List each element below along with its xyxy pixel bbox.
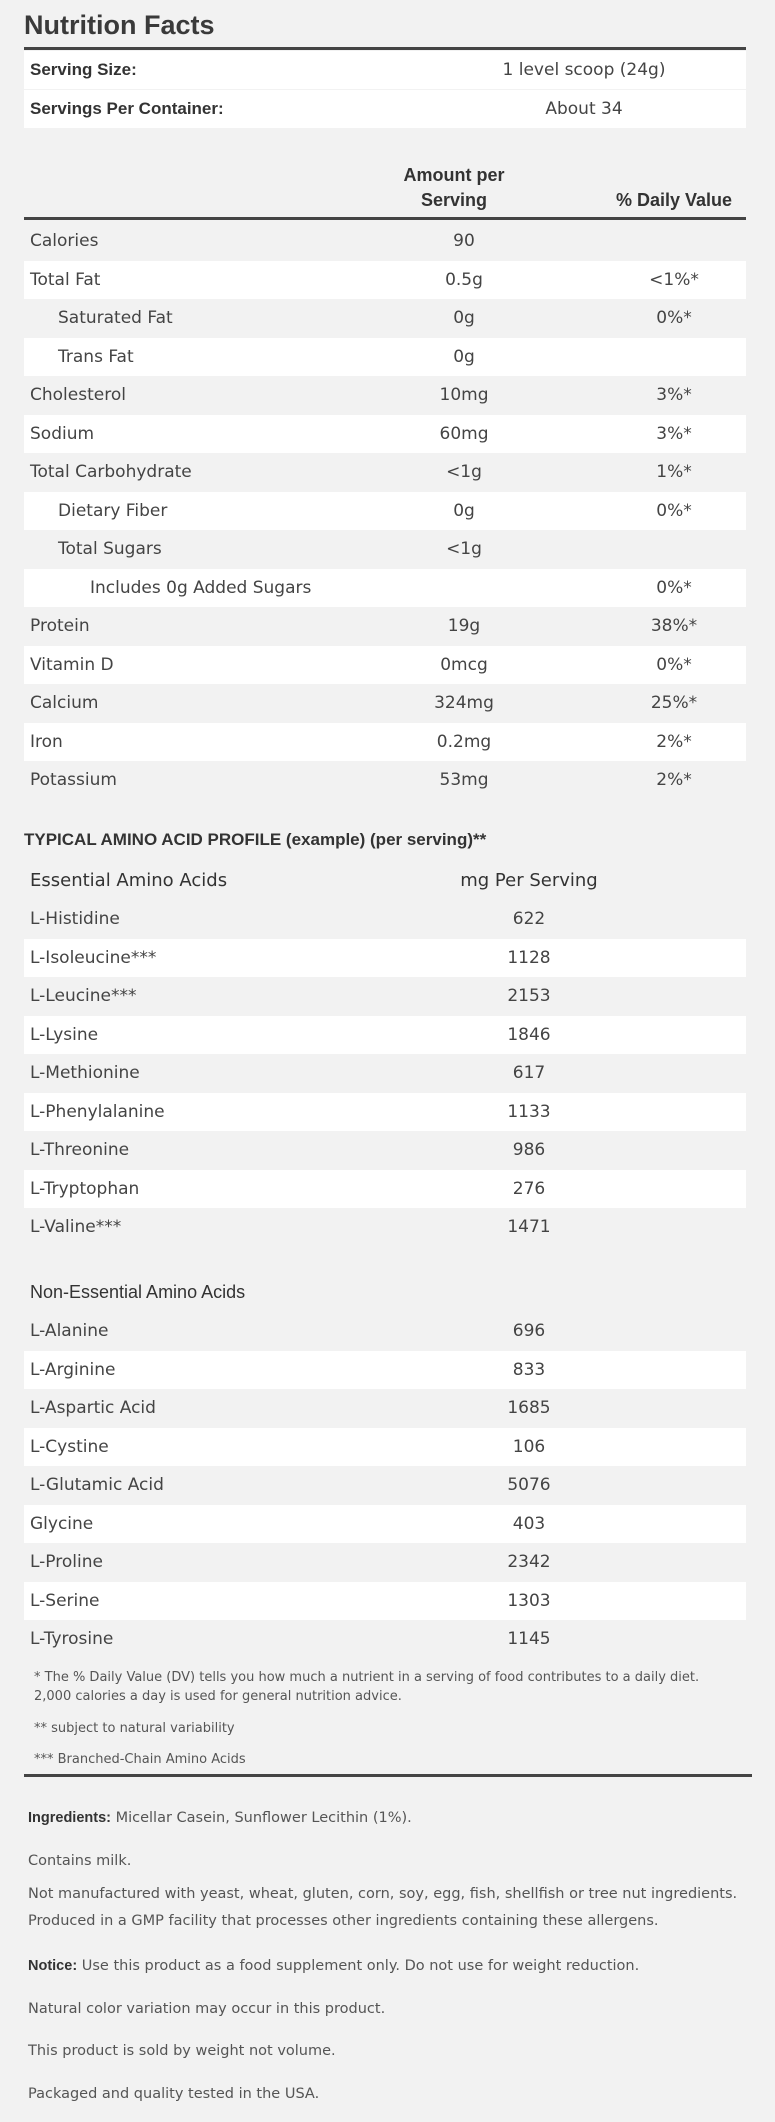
notice-line (28, 1953, 748, 1980)
essential-header-row (24, 862, 746, 900)
nutrition-row (24, 453, 746, 491)
nutrient-amount (374, 569, 554, 607)
nutrition-row (24, 761, 746, 799)
nutrition-row (24, 299, 746, 337)
packaged-note: Packaged and quality tested in the USA. (28, 2086, 320, 2102)
nutrient-amount: <1g (446, 539, 482, 559)
nutrition-row (24, 684, 746, 722)
nutrition-row (24, 646, 746, 684)
nutrient-amount: 324mg (434, 693, 494, 713)
amino-row (24, 1620, 746, 1658)
nutrient-label: Sodium (30, 423, 95, 444)
nutrient-daily-value: 0%* (656, 500, 692, 521)
nutrient-daily-value: 3%* (656, 423, 692, 444)
nutrition-row (24, 261, 746, 299)
nutrient-amount: 0.2mg (436, 731, 492, 752)
amino-acid-mg: 5076 (507, 1475, 551, 1495)
nutrient-daily-value: 0%* (656, 577, 692, 598)
amino-row (24, 1505, 746, 1543)
amount-header-line2: Serving (420, 190, 488, 210)
title-divider (24, 47, 746, 50)
nutrient-label: Total Sugars (58, 539, 162, 559)
nutrient-label: Potassium (30, 770, 117, 790)
amino-row (24, 1351, 746, 1389)
sold-by-weight-note: This product is sold by weight not volume. (28, 2043, 336, 2059)
nutrient-daily-value (599, 530, 749, 568)
nutrient-daily-value: 0%* (656, 308, 692, 328)
mg-per-serving-header: mg Per Serving (460, 870, 598, 891)
footnote-bcaa: *** Branched-Chain Amino Acids (34, 1752, 246, 1767)
amino-acid-label: L-Leucine*** (30, 986, 137, 1006)
nutrient-label: Dietary Fiber (58, 500, 168, 521)
footnote-variability: ** subject to natural variability (34, 1721, 235, 1736)
nutrient-label: Includes 0g Added Sugars (90, 577, 312, 598)
servings-per-container-value: About 34 (545, 99, 623, 119)
nutrient-amount: 0g (453, 308, 475, 328)
nutrient-amount: 10mg (439, 385, 489, 405)
nutrient-amount: 90 (453, 231, 475, 251)
amino-acid-mg: 1145 (507, 1629, 551, 1649)
amino-acid-mg: 1128 (507, 947, 551, 968)
nutrient-label: Cholesterol (30, 385, 126, 405)
amino-acid-mg: 2342 (507, 1552, 551, 1572)
amino-acid-label: L-Threonine (30, 1140, 130, 1160)
amino-row (24, 1208, 746, 1246)
ingredients-line (28, 1805, 748, 1832)
amino-row (24, 939, 746, 977)
amino-acid-mg: 276 (512, 1178, 546, 1199)
footnote-daily-value: * The % Daily Value (DV) tells you how much a nutrient in a serving of food contributes to a daily diet. 2,000 calories a day is used for general nutrition advice. (34, 1670, 700, 1704)
amino-row (24, 1543, 746, 1581)
nutrient-amount: 53mg (439, 770, 489, 790)
amino-row (24, 900, 746, 938)
amino-row (24, 1131, 746, 1169)
amino-acid-mg: 106 (512, 1436, 546, 1457)
amino-acid-mg: 617 (512, 1063, 546, 1083)
nutrient-daily-value: 0%* (656, 654, 692, 675)
nutrient-daily-value: 38%* (650, 616, 698, 636)
nutrition-row (24, 530, 746, 568)
amino-row (24, 1428, 746, 1466)
amino-acid-label: L-Cystine (30, 1436, 109, 1457)
nutrient-daily-value: <1%* (649, 269, 699, 290)
contains-milk-note: Contains milk. (28, 1853, 132, 1869)
amino-acid-label: L-Tryptophan (30, 1178, 140, 1199)
amino-row (24, 1054, 746, 1092)
amino-acid-label: L-Serine (30, 1590, 100, 1611)
amino-acid-mg: 1303 (507, 1590, 551, 1611)
serving-size-row (24, 51, 746, 89)
notice-label: Notice: (28, 1958, 78, 1974)
nutrient-daily-value: 2%* (656, 731, 692, 752)
nutrient-label: Total Fat (30, 269, 101, 290)
nutrient-label: Iron (30, 731, 63, 752)
servings-per-container-row (24, 90, 746, 128)
amino-acid-mg: 1471 (507, 1217, 551, 1237)
allergen-note: Not manufactured with yeast, wheat, gluten, corn, soy, egg, fish, shellfish or tree nut ingredients. Produced in a GMP facility that processes other ingredients containing these allergens. (28, 1886, 738, 1929)
nutrient-label: Calcium (30, 693, 99, 713)
nutrient-label: Saturated Fat (58, 308, 173, 328)
nutrition-row (24, 607, 746, 645)
notice-text: Use this product as a food supplement only. Do not use for weight reduction. (77, 1958, 640, 1974)
amino-acid-mg: 1133 (507, 1101, 551, 1122)
nutrition-row (24, 723, 746, 761)
nutrition-row (24, 338, 746, 376)
nutrient-amount: <1g (446, 462, 482, 482)
amino-acid-mg: 622 (512, 909, 546, 929)
amino-row (24, 1170, 746, 1208)
amino-row (24, 1312, 746, 1350)
amino-acid-label: L-Histidine (30, 909, 120, 929)
amino-row (24, 977, 746, 1015)
nutrient-amount: 19g (447, 616, 481, 636)
nutrient-daily-value: 3%* (656, 385, 692, 405)
nutrient-daily-value: 25%* (650, 693, 698, 713)
amino-acid-label: L-Arginine (30, 1359, 116, 1380)
nutrient-daily-value: 2%* (656, 770, 692, 790)
serving-size-label: Serving Size: (30, 60, 137, 79)
page-title: Nutrition Facts (24, 10, 215, 40)
amino-acid-label: L-Methionine (30, 1063, 140, 1083)
nutrient-label: Protein (30, 616, 90, 636)
amino-row (24, 1582, 746, 1620)
nutrient-daily-value (599, 222, 749, 260)
amino-acid-mg: 1685 (507, 1398, 551, 1418)
amino-acid-label: Glycine (30, 1513, 94, 1534)
amino-acid-label: L-Isoleucine*** (30, 947, 157, 968)
amino-acid-mg: 1846 (507, 1024, 551, 1045)
amino-acid-label: L-Proline (30, 1552, 103, 1572)
amino-acid-mg: 986 (512, 1140, 546, 1160)
essential-amino-acids-header: Essential Amino Acids (30, 870, 228, 891)
ingredients-text: Micellar Casein, Sunflower Lecithin (1%). (110, 1810, 412, 1826)
nutrient-daily-value (599, 338, 749, 376)
nutrient-label: Trans Fat (58, 346, 134, 367)
nutrition-header-divider (24, 217, 746, 220)
nutrition-row (24, 492, 746, 530)
amino-acid-label: L-Aspartic Acid (30, 1398, 156, 1418)
ingredients-label: Ingredients: (28, 1810, 111, 1826)
amino-acid-label: L-Tyrosine (30, 1629, 114, 1649)
amino-acid-mg: 696 (512, 1321, 546, 1341)
nutrient-amount: 60mg (439, 423, 489, 444)
nutrient-amount: 0g (453, 346, 475, 367)
nutrition-row (24, 415, 746, 453)
amino-row (24, 1466, 746, 1504)
nutrition-row (24, 569, 746, 607)
non-essential-amino-acids-header: Non-Essential Amino Acids (30, 1282, 246, 1302)
footnotes-divider (24, 1774, 752, 1777)
serving-size-value: 1 level scoop (24g) (502, 60, 666, 80)
nutrient-amount: 0g (453, 500, 475, 521)
amino-acid-label: L-Valine*** (30, 1217, 122, 1237)
nutrient-amount: 0mcg (440, 654, 488, 675)
amino-acid-label: L-Glutamic Acid (30, 1475, 164, 1495)
amino-acid-label: L-Lysine (30, 1024, 99, 1045)
amino-row (24, 1093, 746, 1131)
nutrient-amount: 0.5g (445, 269, 483, 290)
amount-header-line1: Amount per (403, 165, 505, 185)
amino-acid-label: L-Alanine (30, 1321, 109, 1341)
nutrient-label: Calories (30, 231, 99, 251)
nutrition-row (24, 222, 746, 260)
amino-row (24, 1389, 746, 1427)
nutrition-row (24, 376, 746, 414)
color-variation-note: Natural color variation may occur in this product. (28, 2001, 386, 2017)
servings-per-container-label: Servings Per Container: (30, 99, 224, 118)
amino-acid-mg: 2153 (507, 986, 551, 1006)
nutrient-label: Total Carbohydrate (30, 462, 192, 482)
nutrient-daily-value: 1%* (656, 462, 692, 482)
amino-row (24, 1016, 746, 1054)
amount-per-serving-header (354, 163, 554, 213)
amino-acid-mg: 833 (512, 1359, 546, 1380)
amino-acid-mg: 403 (512, 1513, 546, 1534)
amino-acid-label: L-Phenylalanine (30, 1101, 165, 1122)
amino-profile-title: TYPICAL AMINO ACID PROFILE (example) (per serving)** (24, 830, 487, 849)
daily-value-header: % Daily Value (615, 190, 733, 210)
nutrient-label: Vitamin D (30, 654, 114, 675)
